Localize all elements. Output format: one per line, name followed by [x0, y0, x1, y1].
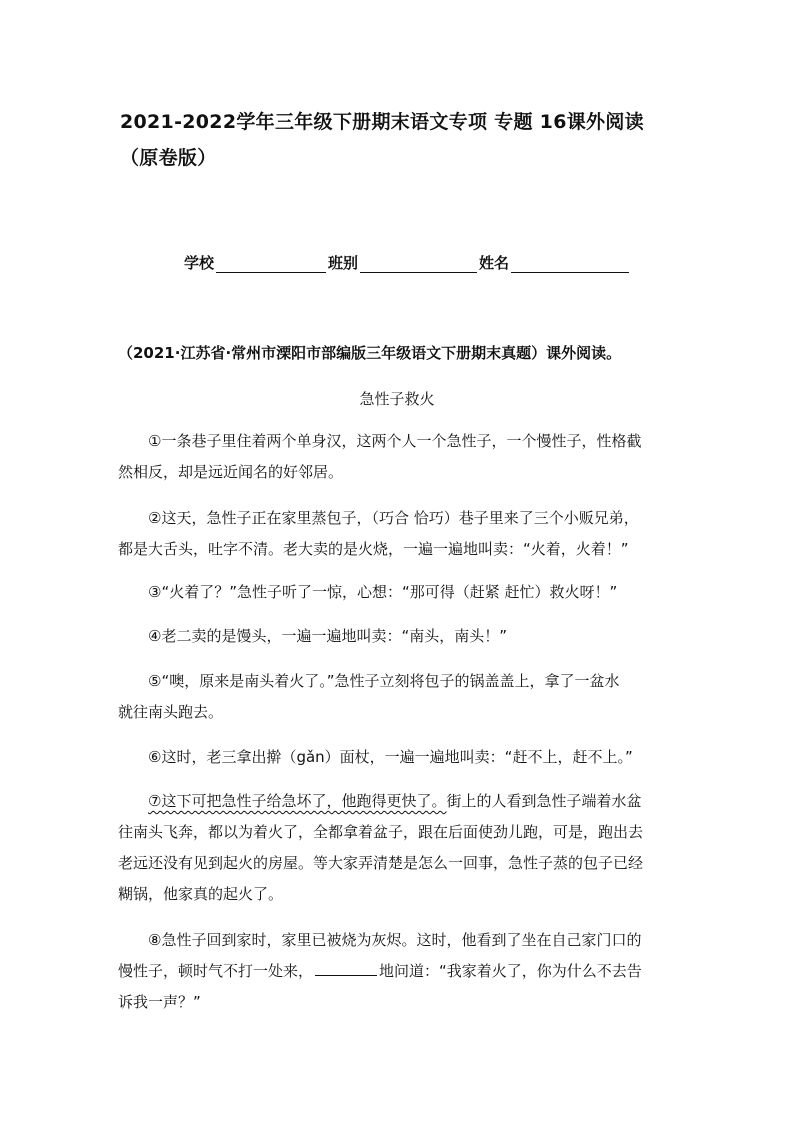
- wavy-underlined-sentence: ⑦这下可把急性子给急坏了，他跑得更快了。: [148, 792, 447, 810]
- paragraph-line: [118, 786, 678, 817]
- paragraph-line: ⑤“噢，原来是南头着火了。”急性子立刻将包子的锅盖盖上，拿了一盆水: [148, 672, 620, 690]
- paragraph-line: 然相反，却是远近闻名的好邻居。: [118, 463, 344, 481]
- paragraph-line: 诉我一声？”: [118, 993, 201, 1011]
- paragraph-line: ⑥这时，老三拿出擀（gǎn）面杖，一遍一遍地叫卖：“赶不上，赶不上。”: [148, 748, 633, 766]
- title-line-2: （原卷版）: [120, 147, 217, 169]
- paragraph-line: 就往南头跑去。: [118, 703, 224, 721]
- paragraph-text: 街上的人看到急性子端着水盆: [446, 792, 642, 810]
- paragraph-text: 慢性子，顿时气不打一处来，: [118, 962, 314, 980]
- paragraph-line: ②这天，急性子正在家里蒸包子，（巧合 恰巧）巷子里来了三个小贩兄弟，: [148, 509, 639, 527]
- paragraph-text: 地问道：“我家着火了，你为什么不去告: [379, 962, 642, 980]
- story-title: 急性子救火: [359, 390, 435, 408]
- question-source: （2021·江苏省·常州市溧阳市部编版三年级语文下册期末真题）课外阅读。: [118, 344, 622, 362]
- class-blank: [360, 255, 477, 273]
- paragraph-line: 老远还没有见到起火的房屋。等大家弄清楚是怎么一回事，急性子蒸的包子已经: [118, 854, 644, 872]
- paragraph-line: 糊锅，他家真的起火了。: [118, 885, 284, 903]
- paragraph-2: [118, 503, 678, 565]
- page-title: [120, 104, 680, 176]
- school-blank: [216, 255, 326, 273]
- paragraph-4: [118, 621, 678, 652]
- paragraph-line: 往南头飞奔，都以为着火了，全都拿着盆子，跟在后面使劲儿跑，可是，跑出去: [118, 823, 644, 841]
- paragraph-7: [118, 786, 678, 910]
- name-blank: [511, 255, 629, 273]
- paragraph-3: [118, 577, 678, 608]
- paragraph-5: [118, 666, 678, 728]
- class-label: 班别: [328, 254, 359, 272]
- paragraph-1: [118, 426, 678, 488]
- paragraph-line: [118, 956, 678, 987]
- paragraph-line: ①一条巷子里住着两个单身汉，这两个人一个急性子，一个慢性子，性格截: [148, 432, 642, 450]
- paragraph-8: [118, 925, 678, 1018]
- paragraph-line: ④老二卖的是馒头，一遍一遍地叫卖：“南头，南头！”: [148, 627, 507, 645]
- student-info-row: [184, 252, 631, 273]
- paragraph-line: ⑧急性子回到家时，家里已被烧为灰烬。这时，他看到了坐在自己家门口的: [148, 931, 642, 949]
- title-line-1: 2021-2022学年三年级下册期末语文专项 专题 16课外阅读: [120, 111, 644, 133]
- answer-blank[interactable]: [315, 961, 377, 976]
- paragraph-line: ③“火着了？”急性子听了一惊，心想：“那可得（赶紧 赶忙）救火呀！”: [148, 583, 618, 601]
- name-label: 姓名: [479, 254, 510, 272]
- school-label: 学校: [184, 254, 215, 272]
- paragraph-line: 都是大舌头，吐字不清。老大卖的是火烧，一遍一遍地叫卖：“火着，火着！”: [118, 540, 629, 558]
- paragraph-6: [118, 742, 678, 773]
